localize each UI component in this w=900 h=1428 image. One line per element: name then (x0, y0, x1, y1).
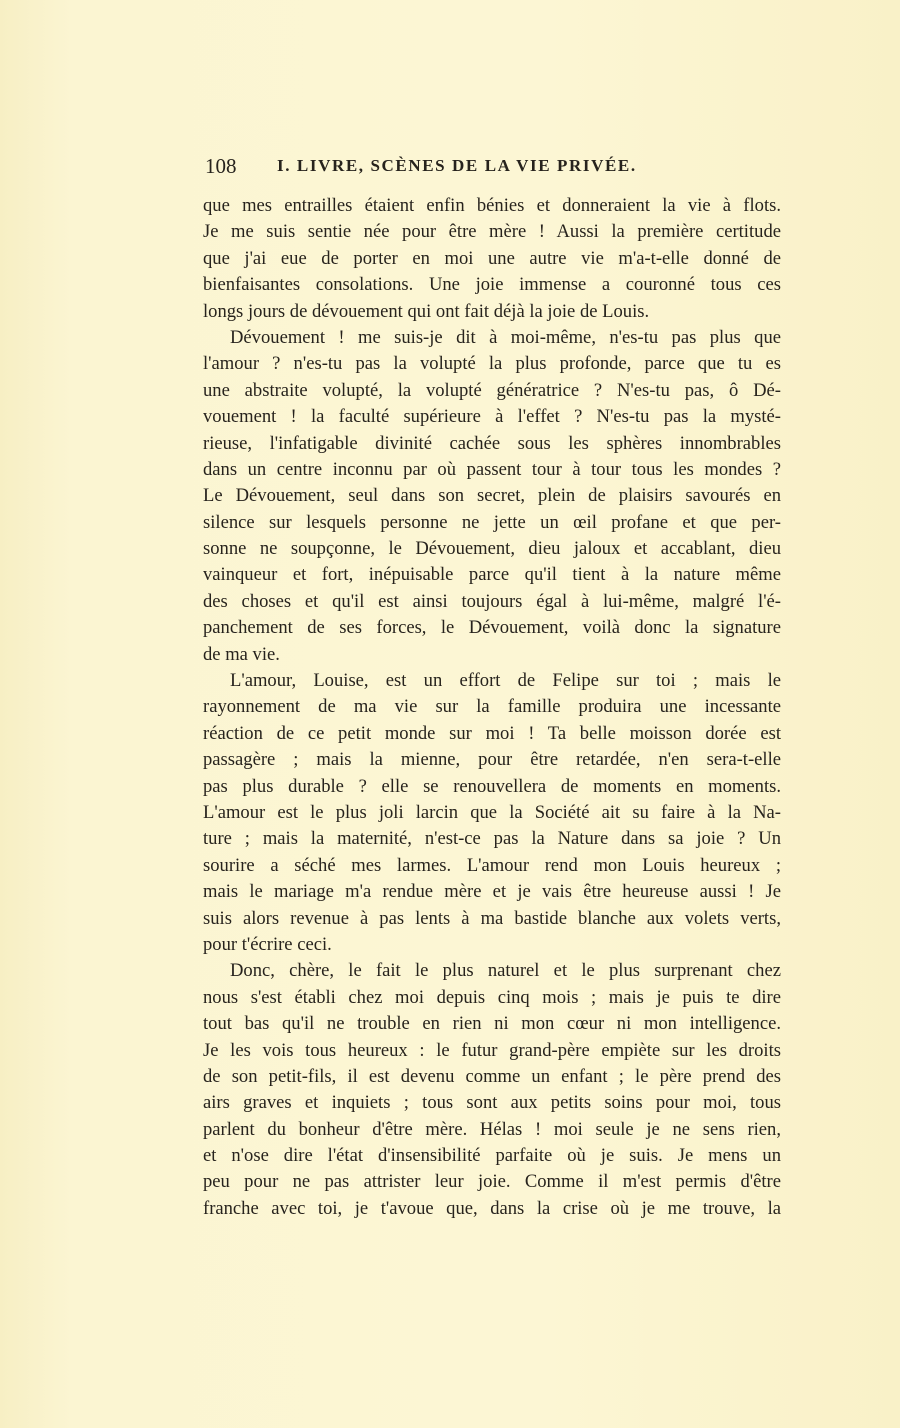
text-line: peu pour ne pas attrister leur joie. Comme il m'est permis d'être (203, 1171, 781, 1193)
text-line: franche avec toi, je t'avoue que, dans la crise où je me trouve, la (203, 1197, 781, 1219)
running-header (205, 154, 780, 182)
text-line: que mes entrailles étaient enfin bénies et donneraient la vie à flots. (203, 195, 781, 216)
text-line: panchement de ses forces, le Dévouement, voilà donc la signature (203, 617, 781, 639)
text-line: vouement ! la faculté supérieure à l'effet ? N'es-tu pas la mysté- (203, 406, 781, 428)
page-number: 108 (205, 154, 237, 178)
text-line: Dévouement ! me suis-je dit à moi-même, n'es-tu pas plus que (230, 326, 781, 348)
paragraph (203, 325, 781, 668)
text-line: L'amour, Louise, est un effort de Felipe sur toi ; mais le (230, 670, 781, 692)
text-line: pas plus durable ? elle se renouvellera de moments en moments. (203, 775, 781, 797)
text-line: parlent du bonheur d'être mère. Hélas ! moi seule je ne sens rien, (203, 1118, 781, 1140)
text-line: vainqueur et fort, inépuisable parce qu'il tient à la nature même (203, 564, 781, 586)
text-line: bienfaisantes consolations. Une joie immense a couronné tous ces (203, 274, 781, 296)
text-line: l'amour ? n'es-tu pas la volupté la plus profonde, parce que tu es (203, 353, 781, 375)
text-line: airs graves et inquiets ; tous sont aux petits soins pour moi, tous (203, 1092, 781, 1114)
text-line: ture ; mais la maternité, n'est-ce pas la Nature dans sa joie ? Un (203, 828, 781, 850)
body-text (203, 193, 781, 1222)
text-line: Je me suis sentie née pour être mère ! Aussi la première certitude (203, 221, 781, 243)
text-line: nous s'est établi chez moi depuis cinq mois ; mais je puis te dire (203, 986, 781, 1008)
text-line: rieuse, l'infatigable divinité cachée sous les sphères innombrables (203, 432, 781, 454)
text-line: Donc, chère, le fait le plus naturel et le plus surprenant chez (230, 960, 781, 982)
text-line: passagère ; mais la mienne, pour être retardée, n'en sera-t-elle (203, 749, 781, 771)
text-line: et n'ose dire l'état d'insensibilité parfaite où je suis. Je mens un (203, 1145, 781, 1167)
text-line: Le Dévouement, seul dans son secret, plein de plaisirs savourés en (203, 485, 781, 507)
text-line: tout bas qu'il ne trouble en rien ni mon cœur ni mon intelligence. (203, 1013, 781, 1035)
text-line: de ma vie. (203, 643, 280, 665)
text-line: que j'ai eue de porter en moi une autre vie m'a-t-elle donné de (203, 247, 781, 269)
text-line: Je les vois tous heureux : le futur grand-père empiète sur les droits (203, 1039, 781, 1061)
text-line: L'amour est le plus joli larcin que la Société ait su faire à la Na- (203, 801, 781, 823)
text-line: pour t'écrire ceci. (203, 933, 332, 955)
text-line: des choses et qu'il est ainsi toujours égal à lui-même, malgré l'é- (203, 590, 781, 612)
text-line: rayonnement de ma vie sur la famille produira une incessante (203, 696, 781, 718)
paragraph (203, 193, 781, 325)
text-line: suis alors revenue à pas lents à ma bastide blanche aux volets verts, (203, 907, 781, 929)
text-line: une abstraite volupté, la volupté génératrice ? N'es-tu pas, ô Dé- (203, 379, 781, 401)
text-line: de son petit-fils, il est devenu comme un enfant ; le père prend des (203, 1065, 781, 1087)
text-line: longs jours de dévouement qui ont fait déjà la joie de Louis. (203, 300, 650, 322)
text-line: réaction de ce petit monde sur moi ! Ta belle moisson dorée est (203, 722, 781, 744)
text-line: sonne ne soupçonne, le Dévouement, dieu jaloux et accablant, dieu (203, 538, 781, 560)
paragraph (203, 958, 781, 1222)
paragraph (203, 668, 781, 958)
text-line: sourire a séché mes larmes. L'amour rend mon Louis heureux ; (203, 854, 781, 876)
text-line: mais le mariage m'a rendue mère et je vais être heureuse aussi ! Je (203, 881, 781, 903)
text-line: dans un centre inconnu par où passent tour à tour tous les mondes ? (203, 458, 781, 480)
text-line: silence sur lesquels personne ne jette un œil profane et que per- (203, 511, 781, 533)
running-title: I. LIVRE, SCÈNES DE LA VIE PRIVÉE. (277, 156, 637, 175)
